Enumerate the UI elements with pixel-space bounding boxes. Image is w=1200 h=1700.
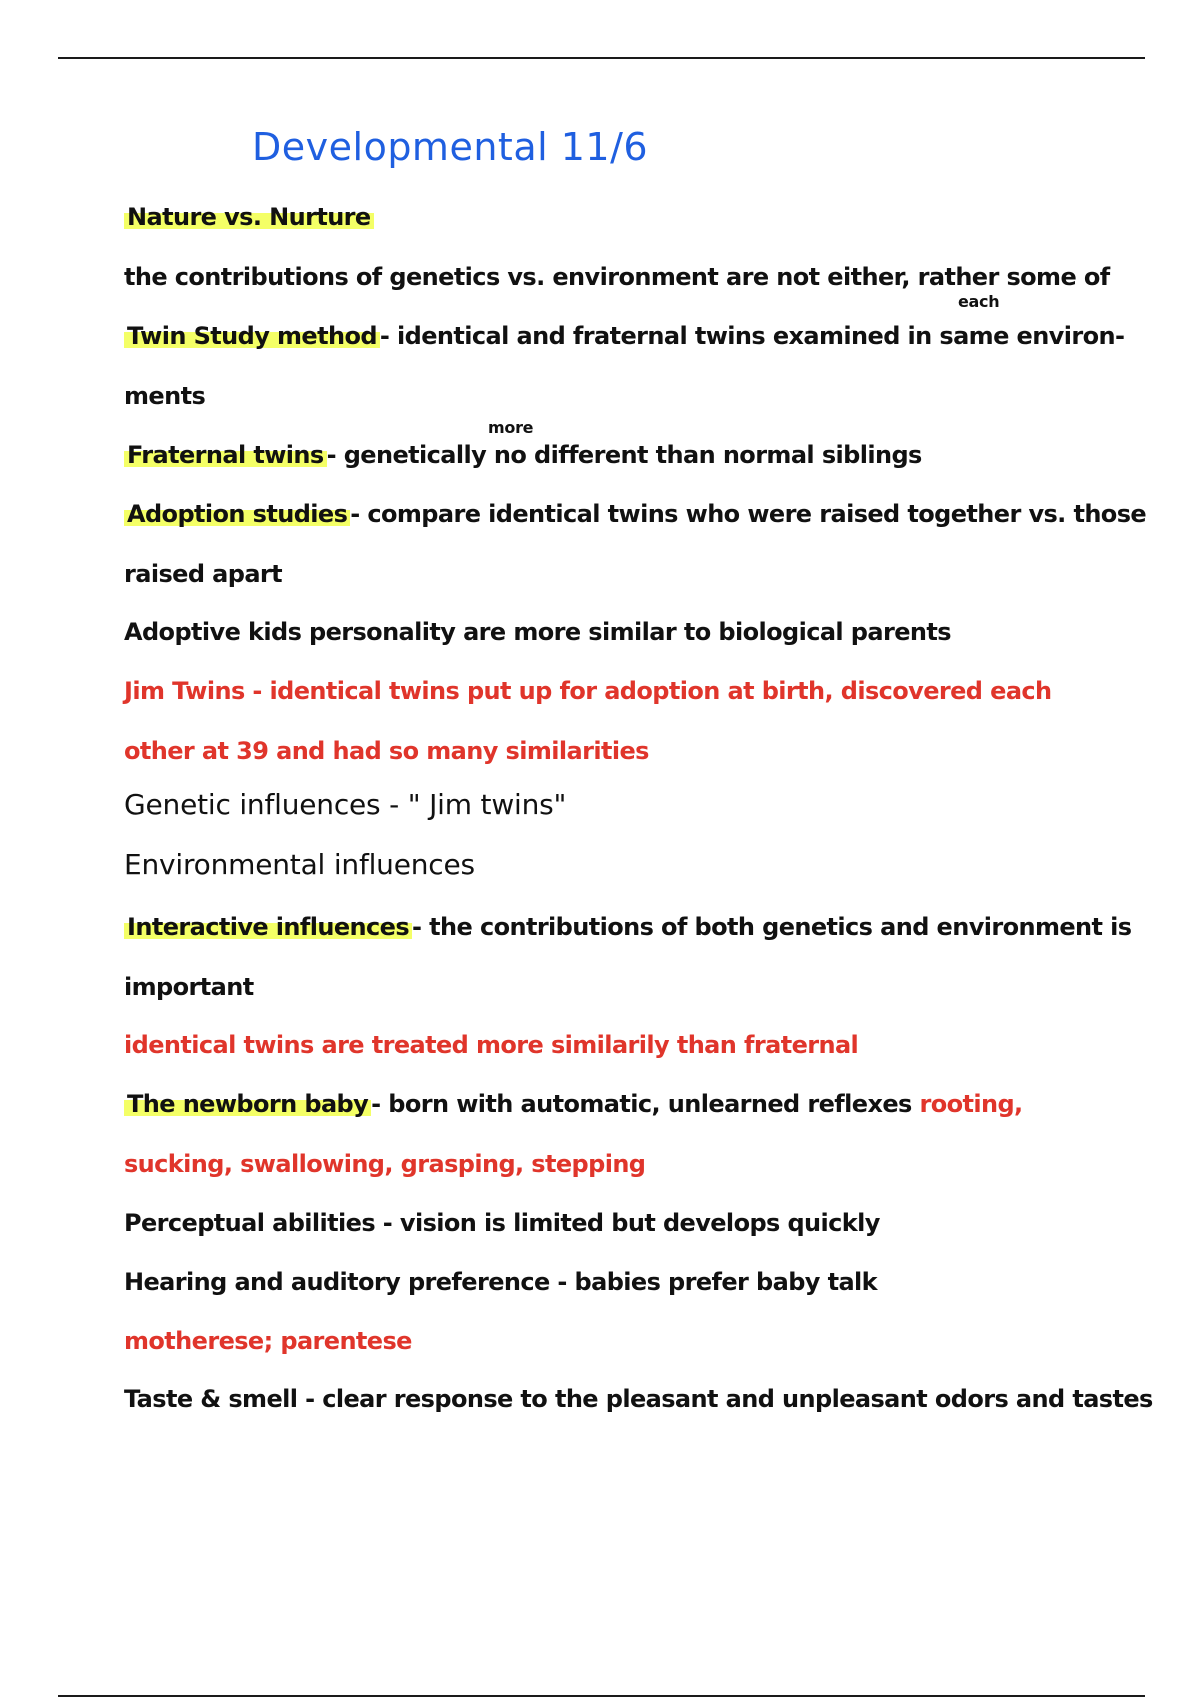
- line-text: other at 39 and had so many similarities: [124, 737, 649, 765]
- note-line-3: [124, 321, 1124, 351]
- note-line-19: [124, 1267, 877, 1297]
- line-text: Jim Twins - identical twins put up for adoption at birth, discovered each: [124, 677, 1052, 705]
- highlighted-term: The newborn baby: [124, 1090, 371, 1118]
- line-text: Environmental influences: [124, 848, 475, 881]
- line-text-red: rooting,: [919, 1090, 1023, 1118]
- highlighted-term: Interactive influences: [124, 913, 412, 941]
- highlighted-term: Adoption studies: [124, 500, 350, 528]
- line-text: raised apart: [124, 560, 283, 588]
- line-text: Taste & smell - clear response to the pleasant and unpleasant odors and tastes: [124, 1385, 1153, 1413]
- note-line-7: [124, 559, 282, 589]
- note-line-17: [124, 1149, 645, 1179]
- note-line-5: [124, 440, 922, 470]
- line-text: important: [124, 973, 254, 1001]
- note-line-21: [124, 1384, 1153, 1414]
- line-text: - genetically no different than normal siblings: [326, 441, 922, 469]
- note-line-10: [124, 736, 649, 766]
- line-text: Hearing and auditory preference - babies prefer baby talk: [124, 1268, 878, 1296]
- highlighted-term: Nature vs. Nurture: [124, 203, 374, 231]
- line-text: Genetic influences - " Jim twins": [124, 788, 567, 821]
- bottom-rule: [58, 1695, 1145, 1697]
- note-line-20: [124, 1326, 412, 1356]
- note-line-4: [124, 381, 205, 411]
- highlighted-term: Twin Study method: [124, 322, 380, 350]
- line-text: - born with automatic, unlearned reflexes: [371, 1090, 912, 1118]
- line-text: motherese; parentese: [124, 1327, 412, 1355]
- note-line-9: [124, 676, 1052, 706]
- line-text: the contributions of genetics vs. environment are not either, rather some of: [124, 263, 1110, 291]
- note-line-12: [124, 850, 475, 880]
- line-text: identical twins are treated more similarily than fraternal: [124, 1031, 859, 1059]
- note-line-8: [124, 617, 951, 647]
- note-line-6: [124, 499, 1146, 529]
- note-line-2: [124, 262, 1110, 292]
- note-line-15: [124, 1030, 858, 1060]
- line-text: Adoptive kids personality are more similar to biological parents: [124, 618, 951, 646]
- note-line-18: [124, 1208, 880, 1238]
- note-line-16: [124, 1089, 1023, 1119]
- margin-note-each: each: [958, 292, 1000, 311]
- line-text: - the contributions of both genetics and environment is: [412, 913, 1132, 941]
- note-line-13: [124, 912, 1131, 942]
- line-text: ments: [124, 382, 206, 410]
- line-text: sucking, swallowing, grasping, stepping: [124, 1150, 646, 1178]
- line-text: Perceptual abilities - vision is limited but develops quickly: [124, 1209, 880, 1237]
- note-line-1: [124, 202, 374, 232]
- page-title: Developmental 11/6: [252, 125, 649, 169]
- line-text: - compare identical twins who were raised together vs. those: [350, 500, 1147, 528]
- note-line-11: [124, 790, 566, 820]
- note-line-14: [124, 972, 254, 1002]
- highlighted-term: Fraternal twins: [124, 441, 327, 469]
- line-text: - identical and fraternal twins examined in same environ-: [379, 322, 1125, 350]
- top-rule: [58, 57, 1145, 59]
- margin-note-more: more: [488, 418, 534, 437]
